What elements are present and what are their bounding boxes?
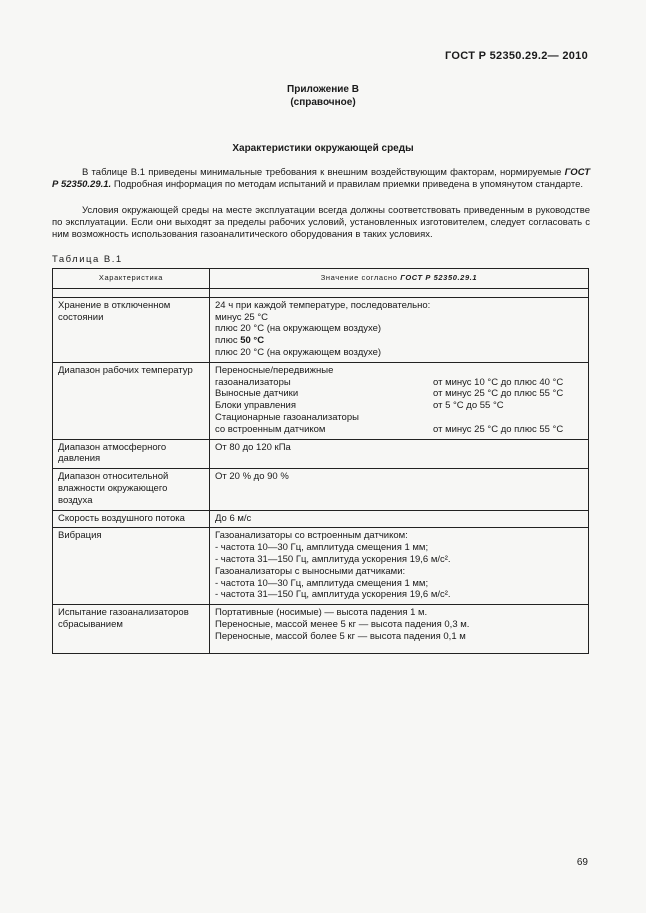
paragraph-2-text: Условия окружающей среды на месте эксплуатации всегда должны соответствовать приведенным в руководстве по эксплуатации. Если они выходят за пределы рабочих условий, установленных изготовителем, следует согласовать с ним возможность использования газоаналитического оборудования в таких условиях. (52, 205, 590, 240)
row-name: Вибрация (53, 528, 210, 605)
page-number: 69 (576, 857, 588, 868)
header-characteristic: Характеристика (53, 269, 210, 289)
row-value (210, 297, 589, 362)
value-bold: 50 °С (240, 335, 265, 347)
table-row (53, 469, 589, 510)
environment-table (52, 268, 589, 654)
value-item (215, 400, 583, 412)
item-value: от минус 10 °С до плюс 40 °С (433, 376, 564, 388)
table-row (53, 297, 589, 362)
paragraph-2 (52, 205, 590, 241)
value-item (215, 424, 583, 436)
row-value: От 80 до 120 кПа (210, 439, 589, 469)
value-line: плюс 20 °С (на окружающем воздухе) (215, 323, 382, 335)
appendix-title: Приложение В (287, 84, 359, 95)
table-header-row (53, 269, 589, 289)
value-item (215, 388, 583, 400)
document-code: ГОСТ Р 52350.29.2— 2010 (445, 50, 588, 62)
value-group: Переносные/передвижные (215, 364, 334, 376)
value-prefix: плюс (215, 335, 238, 347)
row-value: От 20 % до 90 % (210, 469, 589, 510)
item-label: со встроенным датчиком (215, 423, 326, 435)
item-label: Выносные датчики (215, 388, 299, 400)
header-value (210, 269, 589, 289)
paragraph-1-end: Подробная информация по методам испытаний и правилам приемки приведена в упомянутом стандарте. (113, 179, 584, 190)
value-line: Газоанализаторы с выносными датчиками: (215, 565, 406, 577)
item-label: газоанализаторы (215, 376, 291, 388)
table-row (53, 510, 589, 528)
value-group: Стационарные газоанализаторы (215, 411, 359, 423)
value-line: плюс 20 °С (на окружающем воздухе) (215, 346, 382, 358)
table-spacer-row (53, 288, 589, 297)
row-value (210, 362, 589, 439)
value-line: - частота 10—30 Гц, амплитуда смещения 1 мм; (215, 577, 429, 589)
appendix-heading (0, 83, 646, 109)
row-name: Диапазон относительной влажности окружающего воздуха (53, 469, 210, 510)
row-name: Скорость воздушного потока (53, 510, 210, 528)
item-value: от 5 °С до 55 °С (433, 400, 504, 412)
header-value-prefix: Значение согласно (320, 273, 398, 282)
item-value: от минус 25 °С до плюс 55 °С (433, 423, 564, 435)
value-line: - частота 31—150 Гц, амплитуда ускорения 19,6 м/с². (215, 553, 451, 565)
table-row (53, 362, 589, 439)
header-value-ref: ГОСТ Р 52350.29.1 (400, 273, 478, 282)
value-line: - частота 31—150 Гц, амплитуда ускорения 19,6 м/с². (215, 589, 451, 601)
gost-reference: ГОСТ Р 52350.29.1. (52, 167, 590, 190)
table-row (53, 439, 589, 469)
row-name: Испытание газоанализаторов сбрасыванием (53, 605, 210, 653)
value-line: Переносные, массой менее 5 кг — высота падения 0,3 м. (215, 618, 470, 630)
row-name: Хранение в отключенном состоянии (53, 297, 210, 362)
paragraph-1-start: В таблице В.1 приведены минимальные требования к внешним воздействующим факторам, нормируемые (82, 167, 562, 178)
value-line: Переносные, массой более 5 кг — высота падения 0,1 м (215, 630, 466, 642)
row-value (210, 528, 589, 605)
item-label: Блоки управления (215, 400, 296, 412)
table-row (53, 605, 589, 653)
value-line: минус 25 °С (215, 311, 268, 323)
value-line: Портативные (носимые) — высота падения 1 м. (215, 607, 428, 619)
row-name: Диапазон рабочих температур (53, 362, 210, 439)
row-value (210, 605, 589, 653)
value-item (215, 377, 583, 389)
item-value: от минус 25 °С до плюс 55 °С (433, 388, 564, 400)
row-name: Диапазон атмосферного давления (53, 439, 210, 469)
value-line: Газоанализаторы со встроенным датчиком: (215, 530, 408, 542)
table-caption: Таблица В.1 (52, 254, 123, 265)
table-row (53, 528, 589, 605)
paragraph-1 (52, 167, 590, 191)
section-title: Характеристики окружающей среды (232, 143, 414, 154)
value-line: 24 ч при каждой температуре, последовательно: (215, 299, 431, 311)
row-value: До 6 м/с (210, 510, 589, 528)
value-line (215, 335, 583, 347)
value-line: - частота 10—30 Гц, амплитуда смещения 1 мм; (215, 542, 429, 554)
appendix-subtitle: (справочное) (290, 97, 356, 108)
